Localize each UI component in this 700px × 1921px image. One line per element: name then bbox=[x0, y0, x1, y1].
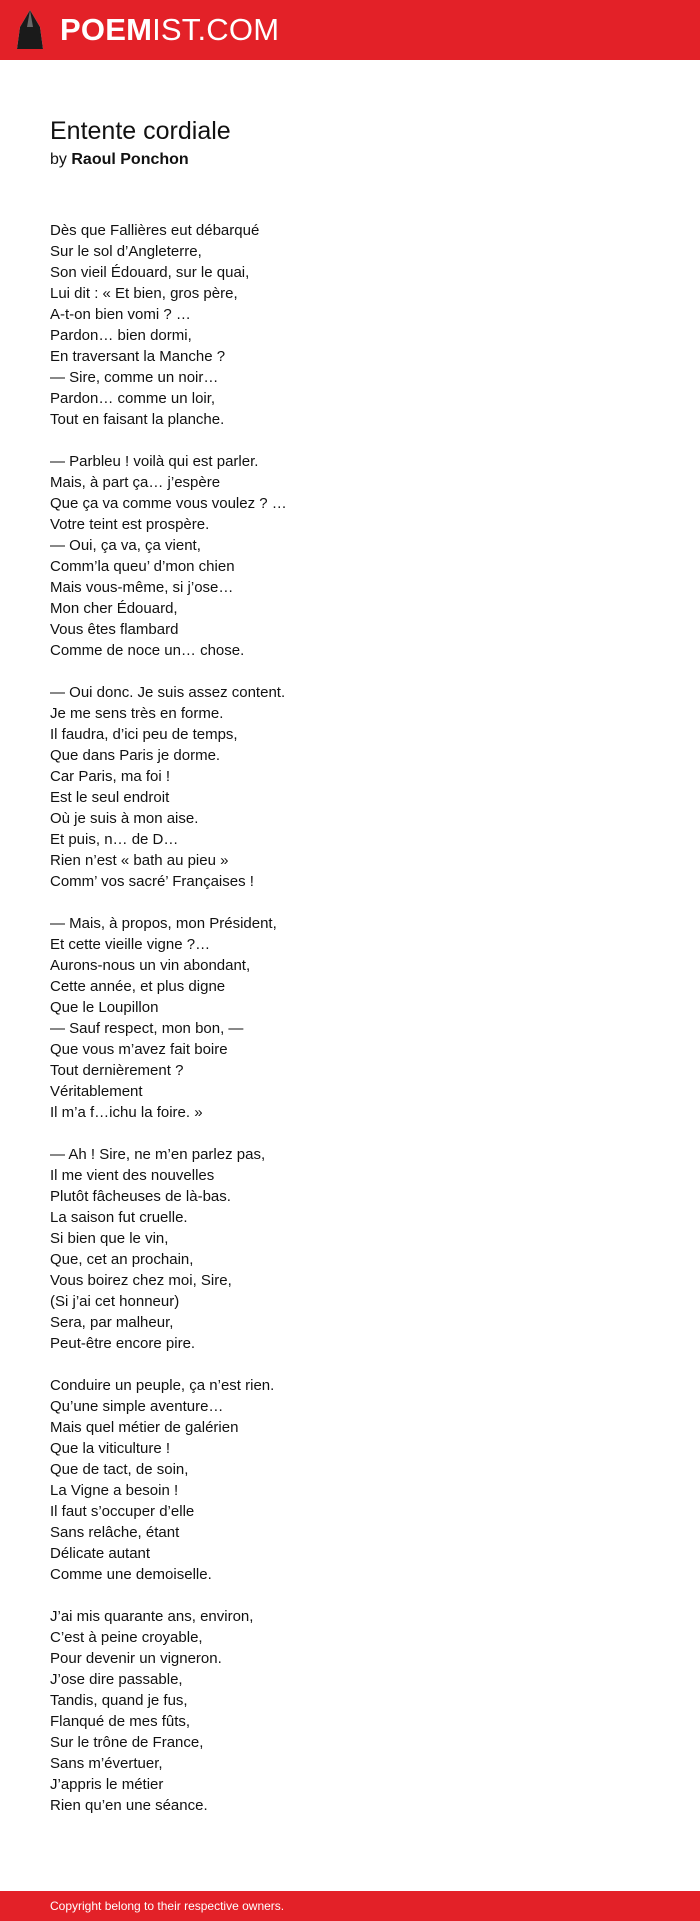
poem-line: — Oui donc. Je suis assez content. bbox=[50, 684, 286, 701]
poem-line: — Parbleu ! voilà qui est parler. bbox=[50, 453, 259, 470]
poem-line: Votre teint est prospère. bbox=[50, 516, 210, 533]
poem-line: Sans m’évertuer, bbox=[50, 1755, 163, 1772]
poem-content bbox=[50, 116, 670, 1837]
poem-line: — Mais, à propos, mon Président, bbox=[50, 915, 277, 932]
poem-line: Que de tact, de soin, bbox=[50, 1461, 189, 1478]
poem-line: Et cette vieille vigne ?… bbox=[50, 936, 211, 953]
poem-line: J’ose dire passable, bbox=[50, 1671, 183, 1688]
poem-title: Entente cordiale bbox=[50, 117, 231, 145]
poem-line: Mais, à part ça… j’espère bbox=[50, 474, 221, 491]
site-footer bbox=[0, 1891, 700, 1921]
site-logo-text bbox=[60, 0, 279, 60]
site-logo[interactable] bbox=[16, 0, 279, 60]
poem-line: Tout dernièrement ? bbox=[50, 1062, 184, 1079]
poem-line: Mais vous-même, si j’ose… bbox=[50, 579, 234, 596]
poem-stanza bbox=[50, 1144, 670, 1354]
logo-light-text: IST.COM bbox=[152, 12, 280, 47]
poem-line: — Ah ! Sire, ne m’en parlez pas, bbox=[50, 1146, 266, 1163]
poem-line: Car Paris, ma foi ! bbox=[50, 768, 171, 785]
poem-line: Comme de noce un… chose. bbox=[50, 642, 245, 659]
poem-stanza bbox=[50, 451, 670, 661]
poem-line: Sera, par malheur, bbox=[50, 1314, 174, 1331]
poem-line: Que ça va comme vous voulez ? … bbox=[50, 495, 287, 512]
poem-line: Que vous m’avez fait boire bbox=[50, 1041, 228, 1058]
poem-line: Plutôt fâcheuses de là-bas. bbox=[50, 1188, 231, 1205]
poem-line: J’ai mis quarante ans, environ, bbox=[50, 1608, 254, 1625]
poem-stanza bbox=[50, 1606, 670, 1816]
poem-stanza bbox=[50, 1375, 670, 1585]
poem-line: Dès que Fallières eut débarqué bbox=[50, 222, 260, 239]
poem-stanza bbox=[50, 682, 670, 892]
poem-line: Flanqué de mes fûts, bbox=[50, 1713, 191, 1730]
poem-line: Tandis, quand je fus, bbox=[50, 1692, 188, 1709]
poem-line: Sur le sol d’Angleterre, bbox=[50, 243, 202, 260]
poem-line: Peut-être encore pire. bbox=[50, 1335, 196, 1352]
poem-line: Qu’une simple aventure… bbox=[50, 1398, 224, 1415]
pen-nib-icon bbox=[16, 9, 44, 51]
poem-line: Pour devenir un vigneron. bbox=[50, 1650, 222, 1667]
by-label: by bbox=[50, 151, 67, 168]
poem-line: Si bien que le vin, bbox=[50, 1230, 169, 1247]
poem-line: Comm’la queu’ d’mon chien bbox=[50, 558, 235, 575]
poem-line: Je me sens très en forme. bbox=[50, 705, 224, 722]
poem-line: Il faudra, d’ici peu de temps, bbox=[50, 726, 238, 743]
poem-line: — Sire, comme un noir… bbox=[50, 369, 219, 386]
poem-line: Tout en faisant la planche. bbox=[50, 411, 225, 428]
poem-line: Sur le trône de France, bbox=[50, 1734, 204, 1751]
poem-line: Lui dit : « Et bien, gros père, bbox=[50, 285, 238, 302]
copyright-text: Copyright belong to their respective owners. bbox=[50, 1899, 285, 1913]
poem-line: Mais quel métier de galérien bbox=[50, 1419, 239, 1436]
poem-line: Il me vient des nouvelles bbox=[50, 1167, 215, 1184]
poem-line: En traversant la Manche ? bbox=[50, 348, 226, 365]
poem-line: Cette année, et plus digne bbox=[50, 978, 226, 995]
site-header bbox=[0, 0, 700, 60]
poem-line: Rien n’est « bath au pieu » bbox=[50, 852, 229, 869]
poem-line: La Vigne a besoin ! bbox=[50, 1482, 179, 1499]
logo-bold-text: POEM bbox=[60, 12, 153, 47]
poem-byline bbox=[50, 148, 670, 172]
poem-line: Est le seul endroit bbox=[50, 789, 170, 806]
poem-line: Que dans Paris je dorme. bbox=[50, 747, 221, 764]
poem-line: A-t-on bien vomi ? … bbox=[50, 306, 191, 323]
poem-line: Conduire un peuple, ça n’est rien. bbox=[50, 1377, 275, 1394]
poem-line: Pardon… bien dormi, bbox=[50, 327, 192, 344]
poem-line: Où je suis à mon aise. bbox=[50, 810, 199, 827]
poem-line: Vous êtes flambard bbox=[50, 621, 179, 638]
poem-line: J’appris le métier bbox=[50, 1776, 164, 1793]
poem-line: Comme une demoiselle. bbox=[50, 1566, 212, 1583]
poem-line: Pardon… comme un loir, bbox=[50, 390, 216, 407]
author-link[interactable]: Raoul Ponchon bbox=[71, 151, 189, 168]
poem-line: Sans relâche, étant bbox=[50, 1524, 180, 1541]
poem-line: — Oui, ça va, ça vient, bbox=[50, 537, 201, 554]
poem-line: Que le Loupillon bbox=[50, 999, 159, 1016]
poem-line: — Sauf respect, mon bon, — bbox=[50, 1020, 244, 1037]
poem-stanza bbox=[50, 913, 670, 1123]
poem-line: Comm’ vos sacré’ Françaises ! bbox=[50, 873, 254, 890]
poem-line: Rien qu’en une séance. bbox=[50, 1797, 208, 1814]
poem-line: Délicate autant bbox=[50, 1545, 151, 1562]
poem-body bbox=[50, 220, 670, 1816]
poem-line: Et puis, n… de D… bbox=[50, 831, 179, 848]
poem-line: (Si j’ai cet honneur) bbox=[50, 1293, 180, 1310]
poem-line: Mon cher Édouard, bbox=[50, 600, 178, 617]
poem-line: Vous boirez chez moi, Sire, bbox=[50, 1272, 232, 1289]
poem-line: Aurons-nous un vin abondant, bbox=[50, 957, 251, 974]
poem-stanza bbox=[50, 220, 670, 430]
poem-line: Il faut s’occuper d’elle bbox=[50, 1503, 195, 1520]
poem-line: Que la viticulture ! bbox=[50, 1440, 171, 1457]
poem-line: Véritablement bbox=[50, 1083, 143, 1100]
poem-line: La saison fut cruelle. bbox=[50, 1209, 188, 1226]
poem-line: Que, cet an prochain, bbox=[50, 1251, 194, 1268]
poem-line: C’est à peine croyable, bbox=[50, 1629, 203, 1646]
poem-line: Il m’a f…ichu la foire. » bbox=[50, 1104, 203, 1121]
poem-line: Son vieil Édouard, sur le quai, bbox=[50, 264, 250, 281]
